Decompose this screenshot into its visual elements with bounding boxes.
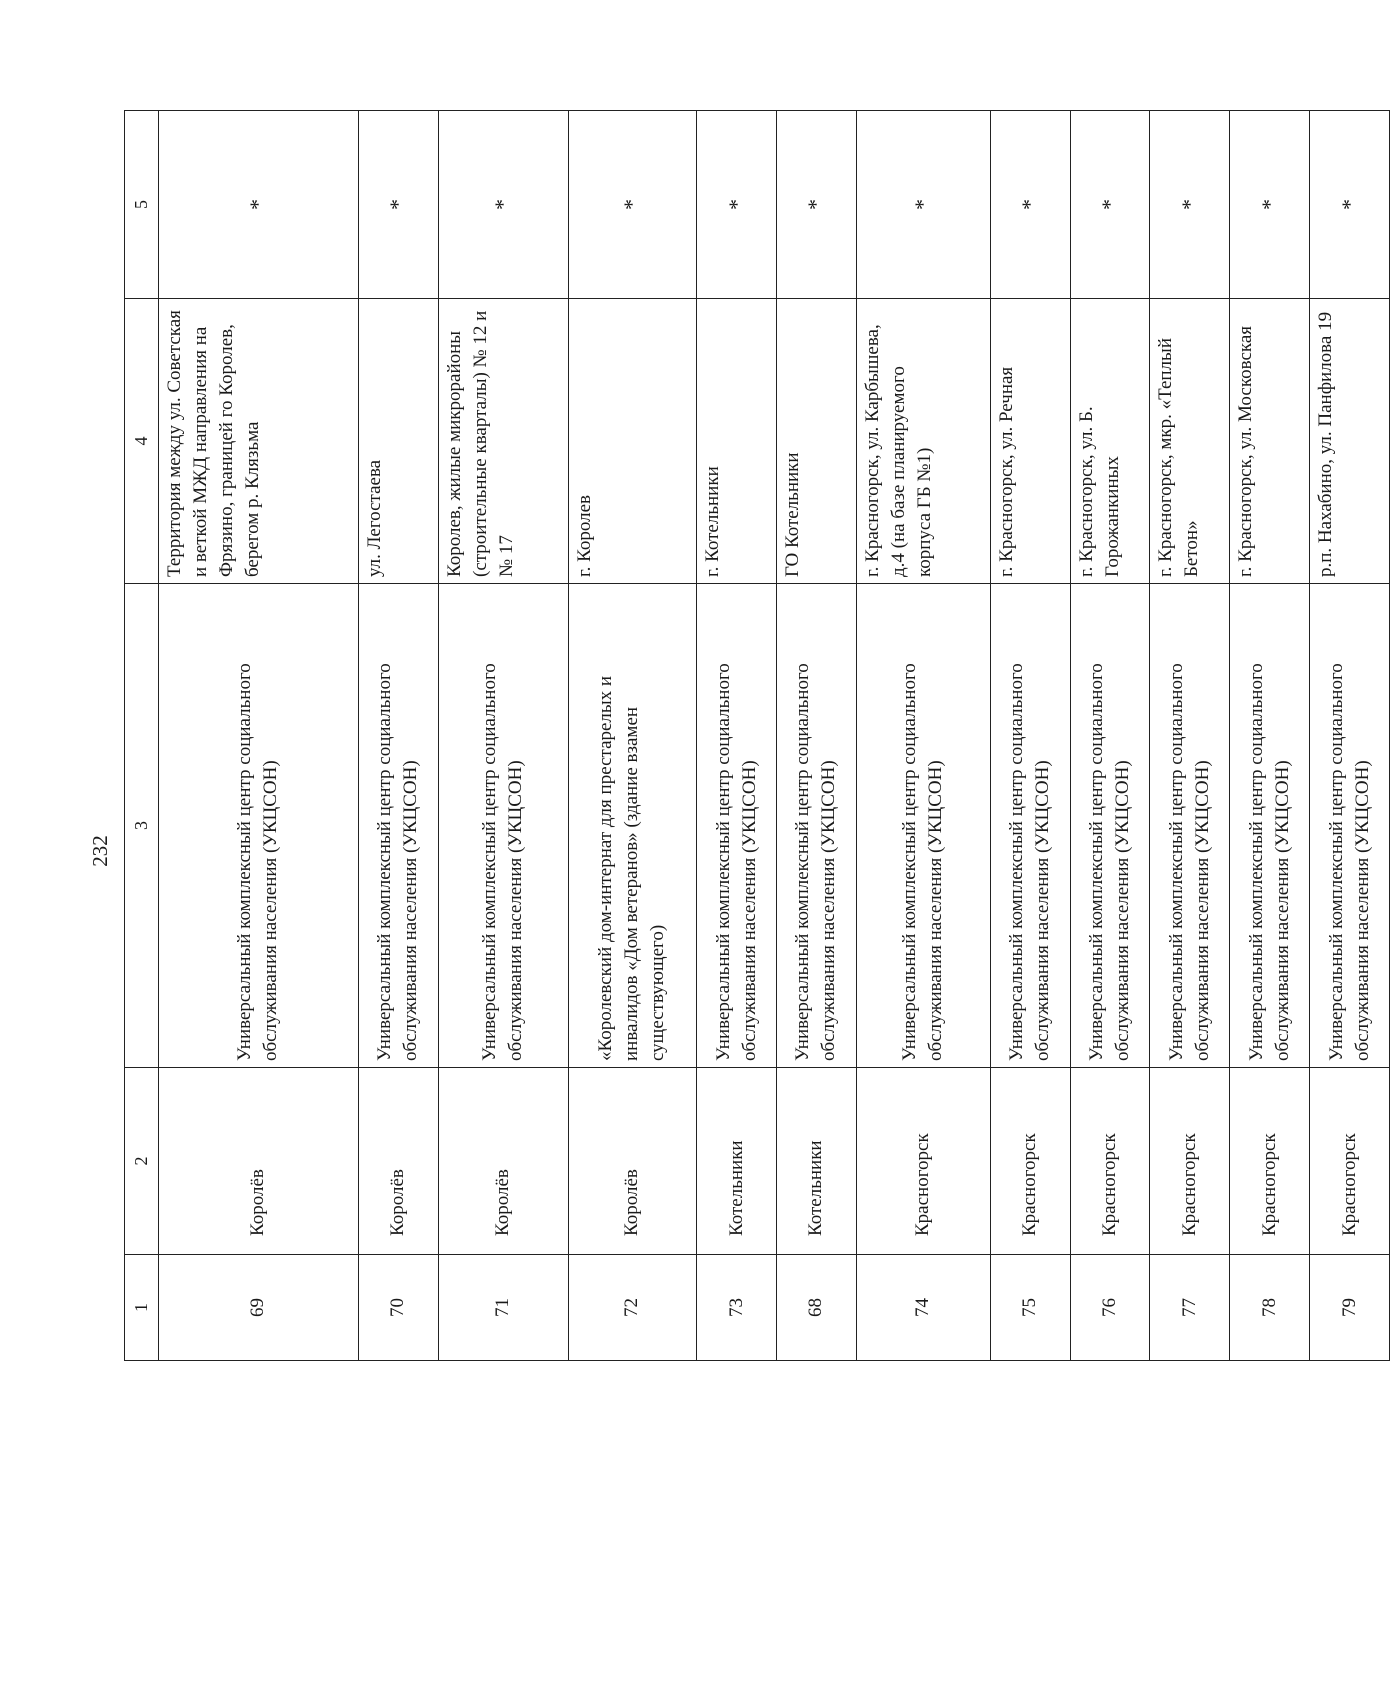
city-cell: Котельники bbox=[697, 1068, 777, 1255]
address-cell: г. Красногорск, мкр. «Теплый Бетон» bbox=[1150, 299, 1230, 584]
row-number: 75 bbox=[990, 1255, 1070, 1361]
address-cell: г. Красногорск, ул. Б. Горожанкиных bbox=[1070, 299, 1150, 584]
facility-name-cell: Универсальный комплексный центр социального обслуживания населения (УКЦСОН) bbox=[438, 584, 568, 1068]
mark-cell: * bbox=[359, 111, 439, 299]
city-cell: Королёв bbox=[438, 1068, 568, 1255]
header-row bbox=[125, 111, 159, 1361]
city-cell: Королёв bbox=[359, 1068, 439, 1255]
city-cell: Королёв bbox=[158, 1068, 358, 1255]
table-row bbox=[359, 111, 439, 1361]
address-cell: р.п. Нахабино, ул. Панфилова 19 bbox=[1310, 299, 1390, 584]
facility-name-cell: «Королевский дом-интернат для престарелых и инвалидов «Дом ветеранов» (здание взамен существующего) bbox=[568, 584, 697, 1068]
column-header: 5 bbox=[125, 111, 159, 299]
mark-cell: * bbox=[158, 111, 358, 299]
facility-name-cell: Универсальный комплексный центр социального обслуживания населения (УКЦСОН) bbox=[1070, 584, 1150, 1068]
column-header: 2 bbox=[125, 1068, 159, 1255]
table-row bbox=[438, 111, 568, 1361]
row-number: 70 bbox=[359, 1255, 439, 1361]
mark-cell: * bbox=[856, 111, 990, 299]
facility-name-cell: Универсальный комплексный центр социального обслуживания населения (УКЦСОН) bbox=[990, 584, 1070, 1068]
address-cell: ул. Легостаева bbox=[359, 299, 439, 584]
table-row bbox=[697, 111, 777, 1361]
row-number: 77 bbox=[1150, 1255, 1230, 1361]
page-number: 232 bbox=[87, 835, 112, 867]
facility-name-cell: Универсальный комплексный центр социального обслуживания населения (УКЦСОН) bbox=[359, 584, 439, 1068]
facility-name-cell: Универсальный комплексный центр социального обслуживания населения (УКЦСОН) bbox=[856, 584, 990, 1068]
column-header: 1 bbox=[125, 1255, 159, 1361]
row-number: 69 bbox=[158, 1255, 358, 1361]
city-cell: Королёв bbox=[568, 1068, 697, 1255]
column-header: 4 bbox=[125, 299, 159, 584]
row-number: 71 bbox=[438, 1255, 568, 1361]
table-row bbox=[1150, 111, 1230, 1361]
mark-cell: * bbox=[568, 111, 697, 299]
rotated-table-container bbox=[124, 111, 1390, 1361]
row-number: 68 bbox=[777, 1255, 857, 1361]
row-number: 78 bbox=[1230, 1255, 1310, 1361]
city-cell: Красногорск bbox=[990, 1068, 1070, 1255]
row-number: 74 bbox=[856, 1255, 990, 1361]
mark-cell: * bbox=[990, 111, 1070, 299]
address-cell: г. Королев bbox=[568, 299, 697, 584]
facility-name-cell: Универсальный комплексный центр социального обслуживания населения (УКЦСОН) bbox=[1310, 584, 1390, 1068]
column-header: 3 bbox=[125, 584, 159, 1068]
mark-cell: * bbox=[1070, 111, 1150, 299]
row-number: 76 bbox=[1070, 1255, 1150, 1361]
mark-cell: * bbox=[1310, 111, 1390, 299]
table-row bbox=[1230, 111, 1310, 1361]
address-cell: Королев, жилые микрорайоны (строительные кварталы) № 12 и № 17 bbox=[438, 299, 568, 584]
table-row bbox=[990, 111, 1070, 1361]
row-number: 79 bbox=[1310, 1255, 1390, 1361]
table-row bbox=[777, 111, 857, 1361]
city-cell: Красногорск bbox=[1150, 1068, 1230, 1255]
mark-cell: * bbox=[438, 111, 568, 299]
city-cell: Красногорск bbox=[1230, 1068, 1310, 1255]
table-row bbox=[1070, 111, 1150, 1361]
facility-name-cell: Универсальный комплексный центр социального обслуживания населения (УКЦСОН) bbox=[777, 584, 857, 1068]
table-row bbox=[158, 111, 358, 1361]
table-row bbox=[1310, 111, 1390, 1361]
mark-cell: * bbox=[777, 111, 857, 299]
facility-name-cell: Универсальный комплексный центр социального обслуживания населения (УКЦСОН) bbox=[1150, 584, 1230, 1068]
facility-name-cell: Универсальный комплексный центр социального обслуживания населения (УКЦСОН) bbox=[158, 584, 358, 1068]
address-cell: г. Красногорск, ул. Московская bbox=[1230, 299, 1310, 584]
city-cell: Красногорск bbox=[1310, 1068, 1390, 1255]
city-cell: Красногорск bbox=[856, 1068, 990, 1255]
row-number: 72 bbox=[568, 1255, 697, 1361]
mark-cell: * bbox=[1230, 111, 1310, 299]
table-body bbox=[125, 111, 1390, 1361]
mark-cell: * bbox=[697, 111, 777, 299]
table-row bbox=[856, 111, 990, 1361]
address-cell: ГО Котельники bbox=[777, 299, 857, 584]
city-cell: Красногорск bbox=[1070, 1068, 1150, 1255]
address-cell: Территория между ул. Советская и веткой МЖД направления на Фрязино, границей го Королев, берегом р. Клязьма bbox=[158, 299, 358, 584]
address-cell: г. Котельники bbox=[697, 299, 777, 584]
mark-cell: * bbox=[1150, 111, 1230, 299]
facility-name-cell: Универсальный комплексный центр социального обслуживания населения (УКЦСОН) bbox=[1230, 584, 1310, 1068]
address-cell: г. Красногорск, ул. Карбышева, д.4 (на базе планируемого корпуса ГБ №1) bbox=[856, 299, 990, 584]
facilities-table bbox=[124, 110, 1390, 1361]
city-cell: Котельники bbox=[777, 1068, 857, 1255]
facility-name-cell: Универсальный комплексный центр социального обслуживания населения (УКЦСОН) bbox=[697, 584, 777, 1068]
table-row bbox=[568, 111, 697, 1361]
address-cell: г. Красногорск, ул. Речная bbox=[990, 299, 1070, 584]
row-number: 73 bbox=[697, 1255, 777, 1361]
